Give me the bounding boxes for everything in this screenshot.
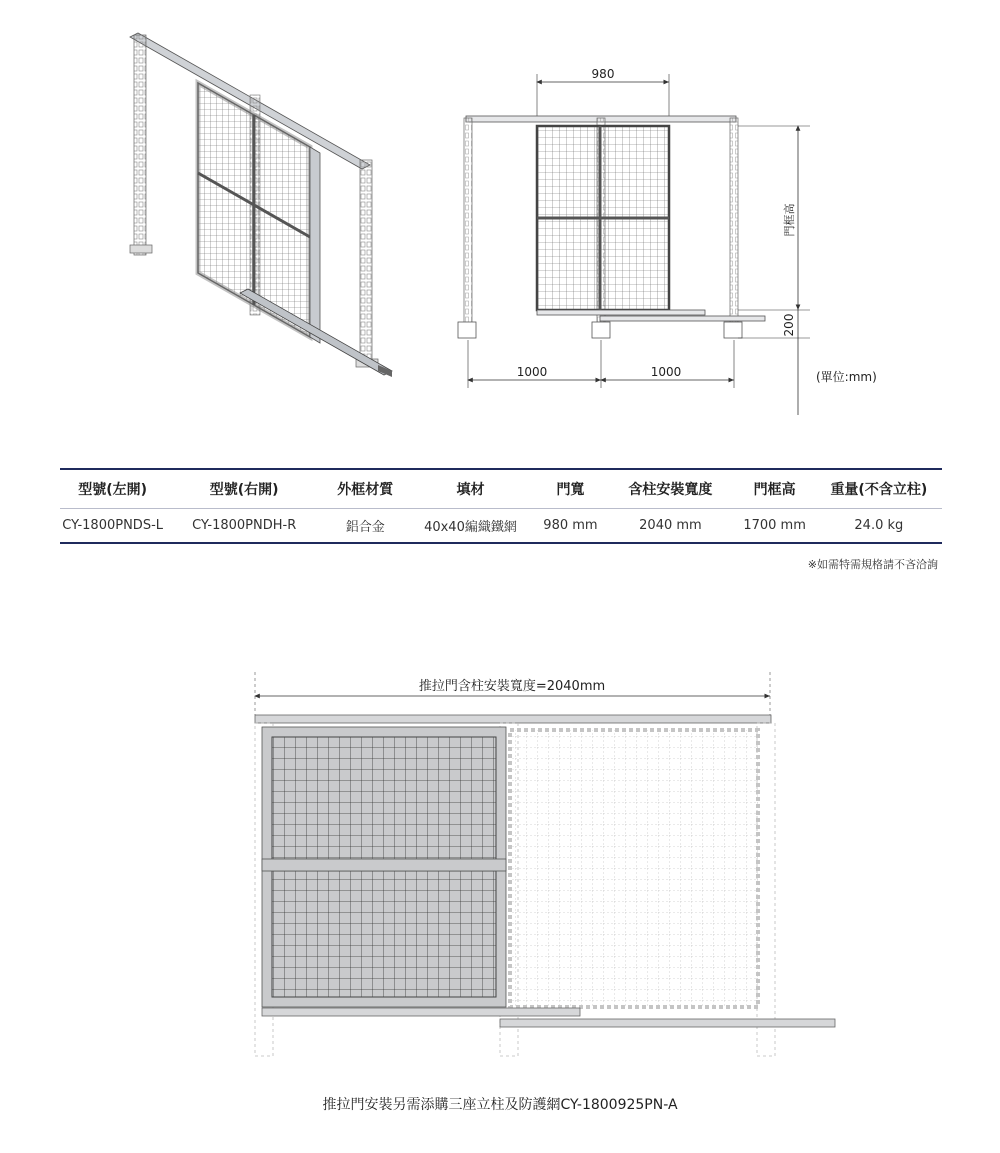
spec-table: [60, 468, 942, 544]
dim-door-width: 980: [591, 67, 615, 81]
cell-frame-material: 鋁合金: [345, 520, 385, 535]
header-model-left: 型號(左開): [78, 482, 148, 498]
dim-frame-height: 門框高: [783, 203, 796, 237]
unit-note: (單位:mm): [816, 370, 877, 384]
dim-bottom-gap: 200: [782, 313, 796, 337]
header-infill: 填材: [456, 482, 485, 498]
header-install-width: 含柱安裝寬度: [628, 482, 713, 498]
dim-right-span: 1000: [650, 365, 682, 379]
isometric-door-drawing: [120, 25, 405, 385]
cell-install-width: 2040 mm: [639, 518, 702, 533]
table-row: [60, 509, 942, 544]
cell-weight: 24.0 kg: [854, 518, 904, 533]
dim-left-span: 1000: [516, 365, 548, 379]
cell-model-left: CY-1800PNDS-L: [62, 518, 164, 533]
header-model-right: 型號(右開): [209, 482, 279, 498]
cell-model-right: CY-1800PNDH-R: [192, 518, 297, 533]
cell-infill: 40x40編織鐵網: [424, 520, 517, 535]
installation-diagram: [240, 670, 850, 1070]
install-caption: 推拉門安裝另需添購三座立柱及防護網CY-1800925PN-A: [322, 1097, 678, 1113]
cell-door-width: 980 mm: [543, 518, 598, 533]
header-frame-material: 外框材質: [337, 482, 394, 498]
cell-frame-height: 1700 mm: [743, 518, 806, 533]
header-weight: 重量(不含立柱): [830, 482, 928, 498]
install-width-label: 推拉門含柱安裝寬度=2040mm: [418, 679, 606, 694]
spec-note: ※如需特需規格請不吝洽詢: [807, 558, 938, 571]
header-frame-height: 門框高: [753, 482, 796, 498]
header-door-width: 門寬: [556, 482, 585, 498]
spec-header-row: [60, 469, 942, 509]
front-elevation-drawing: [440, 60, 920, 420]
